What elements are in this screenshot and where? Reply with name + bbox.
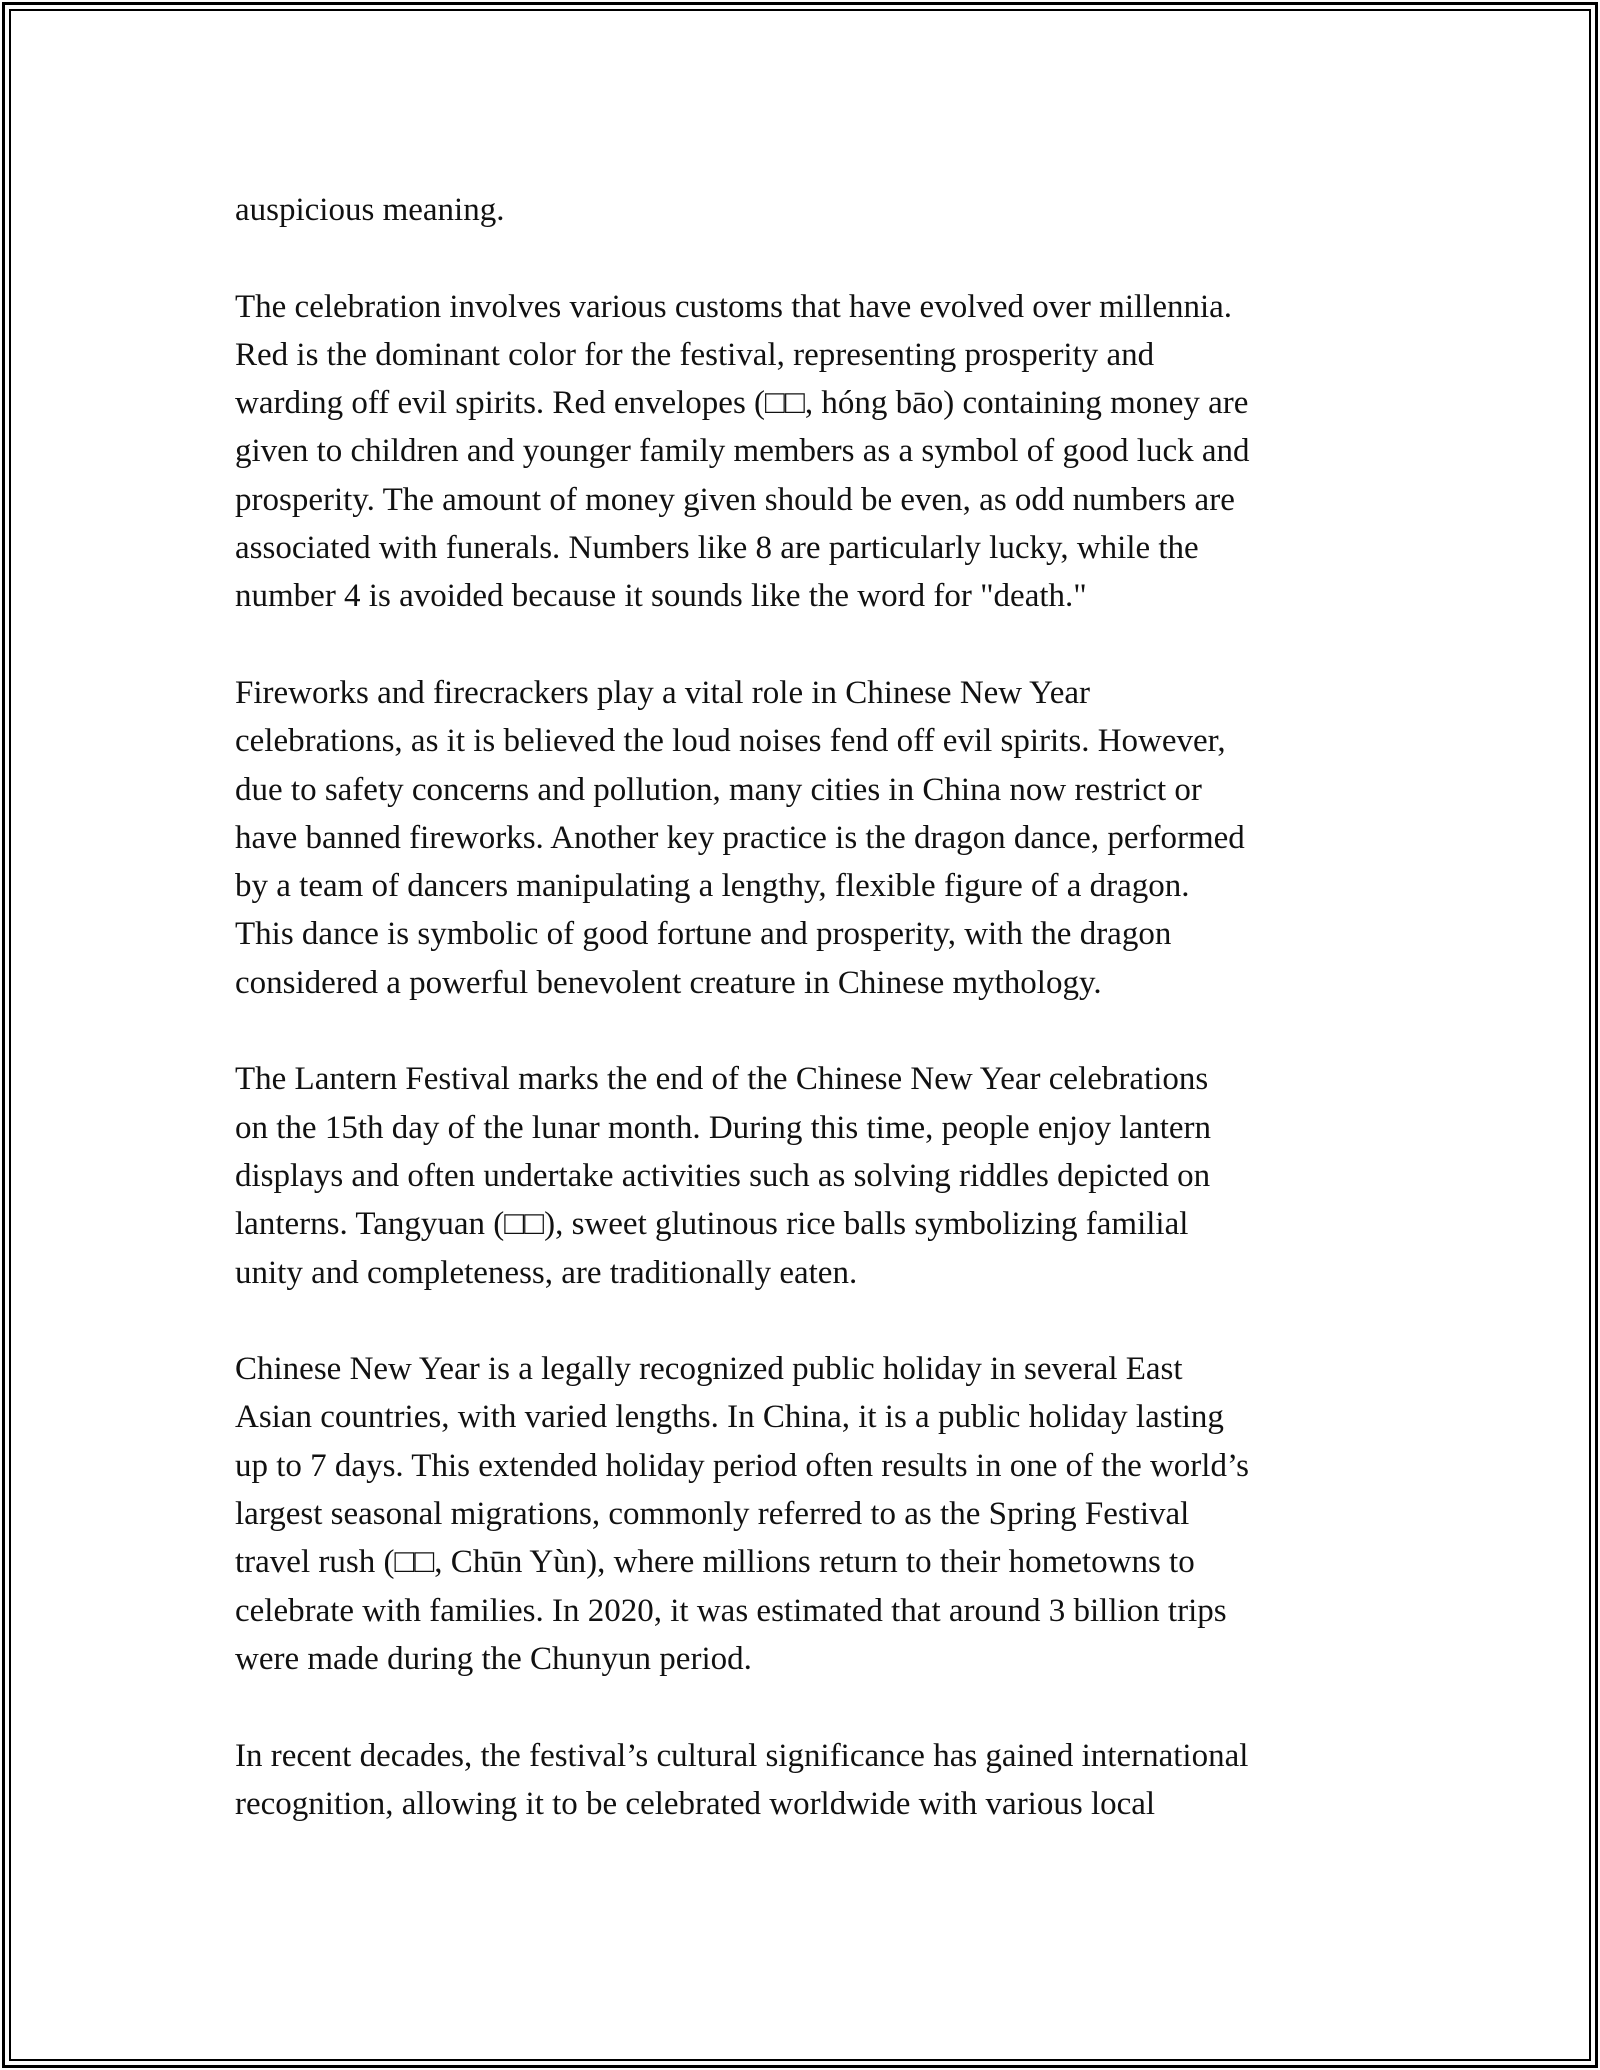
paragraph-5 <box>235 1345 1365 1683</box>
text-line: lanterns. Tangyuan (□□), sweet glutinous rice balls symbolizing familial <box>235 1206 1189 1243</box>
text-line: have banned fireworks. Another key practice is the dragon dance, performed <box>235 819 1245 856</box>
text-line: considered a powerful benevolent creature in Chinese mythology. <box>235 964 1102 1001</box>
text-line: Fireworks and firecrackers play a vital role in Chinese New Year <box>235 674 1090 711</box>
text-line: associated with funerals. Numbers like 8 are particularly lucky, while the <box>235 530 1199 567</box>
paragraph-4 <box>235 1055 1365 1296</box>
text-line: largest seasonal migrations, commonly referred to as the Spring Festival <box>235 1496 1190 1533</box>
text-line: unity and completeness, are traditionally eaten. <box>235 1254 858 1291</box>
paragraph-2 <box>235 283 1365 621</box>
text-line: The Lantern Festival marks the end of the Chinese New Year celebrations <box>235 1061 1209 1098</box>
text-line: were made during the Chunyun period. <box>235 1640 752 1677</box>
text-line: The celebration involves various customs that have evolved over millennia. <box>235 288 1233 325</box>
text-line: auspicious meaning. <box>235 192 505 228</box>
text-line: displays and often undertake activities such as solving riddles depicted on <box>235 1157 1211 1194</box>
text-line: recognition, allowing it to be celebrated worldwide with various local <box>235 1785 1156 1822</box>
document-body <box>235 186 1365 1828</box>
text-line: Asian countries, with varied lengths. In China, it is a public holiday lasting <box>235 1399 1224 1436</box>
paragraph-1 <box>235 186 1365 234</box>
text-line: number 4 is avoided because it sounds like the word for "death." <box>235 578 1087 615</box>
text-line: This dance is symbolic of good fortune and prosperity, with the dragon <box>235 916 1172 953</box>
paragraph-6 <box>235 1732 1365 1829</box>
text-line: due to safety concerns and pollution, many cities in China now restrict or <box>235 771 1202 808</box>
text-line: In recent decades, the festival’s cultural significance has gained international <box>235 1737 1249 1774</box>
text-line: Chinese New Year is a legally recognized public holiday in several East <box>235 1351 1183 1388</box>
text-line: up to 7 days. This extended holiday period often results in one of the world’s <box>235 1447 1249 1484</box>
text-line: celebrate with families. In 2020, it was estimated that around 3 billion trips <box>235 1592 1227 1629</box>
text-line: warding off evil spirits. Red envelopes (□□, hóng bāo) containing money are <box>235 385 1249 422</box>
text-line: Red is the dominant color for the festival, representing prosperity and <box>235 336 1155 373</box>
text-line: prosperity. The amount of money given should be even, as odd numbers are <box>235 481 1235 518</box>
text-line: travel rush (□□, Chūn Yùn), where millions return to their hometowns to <box>235 1544 1195 1581</box>
text-line: by a team of dancers manipulating a lengthy, flexible figure of a dragon. <box>235 868 1190 905</box>
text-line: celebrations, as it is believed the loud noises fend off evil spirits. However, <box>235 723 1226 760</box>
text-line: on the 15th day of the lunar month. During this time, people enjoy lantern <box>235 1109 1212 1146</box>
paragraph-3 <box>235 669 1365 1007</box>
text-line: given to children and younger family members as a symbol of good luck and <box>235 433 1250 470</box>
